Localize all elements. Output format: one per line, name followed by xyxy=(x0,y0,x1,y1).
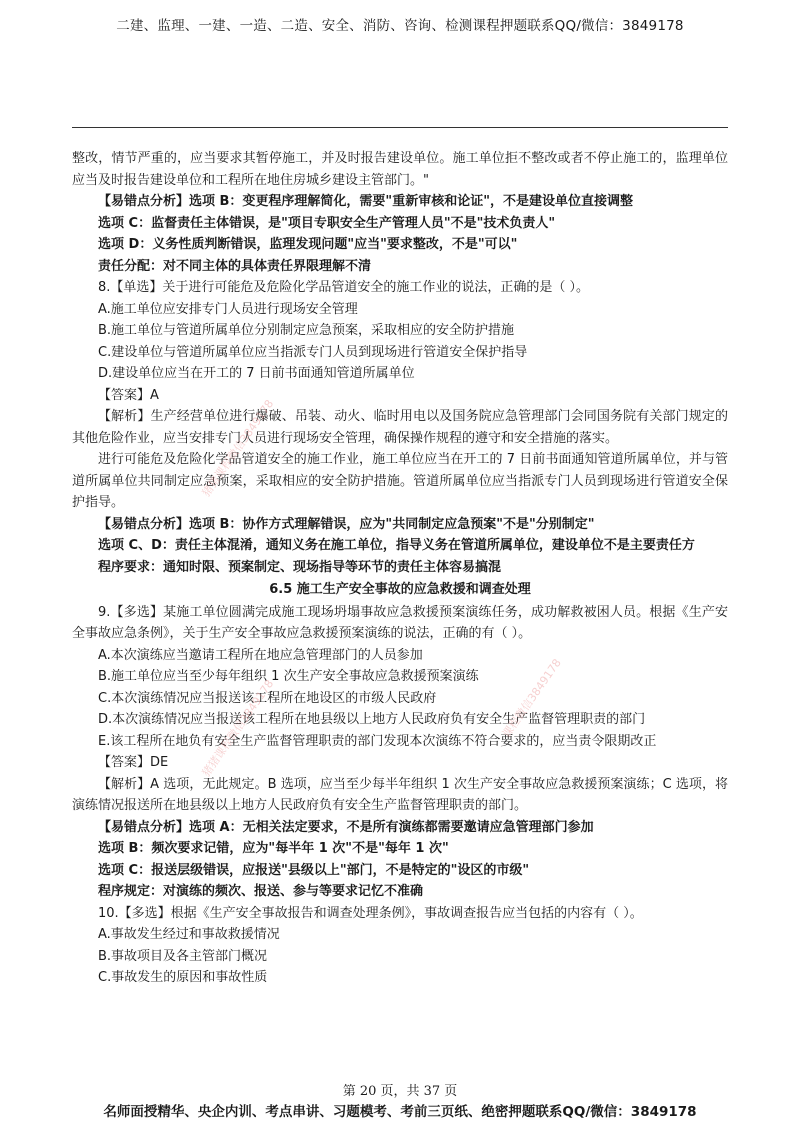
page-number: 第 20 页，共 37 页 xyxy=(342,1084,458,1099)
page-header: 二建、监理、一建、一造、二造、安全、消防、咨询、检测课程押题联系QQ/微信：3849178 xyxy=(116,18,684,34)
error-analysis-heading: 【易错点分析】选项 A：无相关法定要求，不是所有演练都需要邀请应急管理部门参加 xyxy=(98,819,594,835)
question-10-option-a: A.事故发生经过和事故救援情况 xyxy=(98,927,280,942)
watermark: 猪猪课程微信3849178 xyxy=(199,397,277,500)
procedure-note: 程序规定：对演练的频次、报送、参与等要求记忆不准确 xyxy=(98,884,424,899)
error-analysis-line: 选项 D：义务性质判断错误，监理发现问题"应当"要求整改，不是"可以" xyxy=(98,237,518,252)
question-9-answer: 【答案】DE xyxy=(98,755,169,770)
watermark: 猪猪课程微信3849178 xyxy=(199,677,277,780)
responsibility-note: 责任分配：对不同主体的具体责任界限理解不清 xyxy=(98,258,372,274)
question-8-explanation-cont: 进行可能危及危险化学品管道安全的施工作业，施工单位应当在开工的 7 日前书面通知管道所属单位，并与管道所属单位共同制定应急预案，采取相应的安全防护措施。管道所属单位应当指派专门人员到现场进行管道安全保护指导。 xyxy=(72,452,728,510)
paragraph-continuation: 整改，情节严重的，应当要求其暂停施工，并及时报告建设单位。施工单位拒不整改或者不停止施工的，监理单位应当及时报告建设单位和工程所在地住房城乡建设主管部门。" xyxy=(72,151,728,188)
error-analysis-line: 选项 C：报送层级错误，应报送"县级以上"部门，不是特定的"设区的市级" xyxy=(98,862,530,878)
question-8-option-b: B.施工单位与管道所属单位分别制定应急预案，采取相应的安全防护措施 xyxy=(98,323,515,338)
error-analysis-line: 选项 C：监督责任主体错误，是"项目专职安全生产管理人员"不是"技术负责人" xyxy=(98,215,556,231)
section-heading: 6.5 施工生产安全事故的应急救援和调查处理 xyxy=(269,582,531,597)
error-analysis-line: 选项 B：频次要求记错，应为"每半年 1 次"不是"每年 1 次" xyxy=(98,841,449,856)
error-analysis-line: 选项 C、D：责任主体混淆，通知义务在施工单位，指导义务在管道所属单位，建设单位不是主要责任方 xyxy=(98,538,695,553)
question-9-option-c: C.本次演练情况应当报送该工程所在地设区的市级人民政府 xyxy=(98,690,437,706)
page-footer: 名师面授精华、央企内训、考点串讲、习题模考、考前三页纸、绝密押题联系QQ/微信：3849178 xyxy=(103,1104,697,1120)
document-body xyxy=(72,148,728,989)
question-9-option-d: D.本次演练情况应当报送该工程所在地县级以上地方人民政府负有安全生产监督管理职责的部门 xyxy=(98,712,646,727)
procedure-note: 程序要求：通知时限、预案制定、现场指导等环节的责任主体容易搞混 xyxy=(98,559,502,575)
question-8-option-a: A.施工单位应安排专门人员进行现场安全管理 xyxy=(98,301,358,317)
question-9-explanation: 【解析】A 选项，无此规定。B 选项，应当至少每半年组织 1 次生产安全事故应急救援预案演练；C 选项，将演练情况报送所在地县级以上地方人民政府负有安全生产监督管理职责的部门。 xyxy=(72,776,728,813)
question-9-option-a: A.本次演练应当邀请工程所在地应急管理部门的人员参加 xyxy=(98,647,423,663)
error-analysis-heading: 【易错点分析】选项 B：协作方式理解错误，应为"共同制定应急预案"不是"分别制定" xyxy=(98,516,595,532)
header-divider xyxy=(72,127,728,128)
watermark: 课程微信3849178 xyxy=(499,656,564,741)
question-10-option-b: B.事故项目及各主管部门概况 xyxy=(98,948,268,964)
question-8-answer: 【答案】A xyxy=(98,387,159,403)
question-10-option-c: C.事故发生的原因和事故性质 xyxy=(98,970,268,985)
question-8: 8.【单选】关于进行可能危及危险化学品管道安全的施工作业的说法，正确的是（ ）。 xyxy=(98,280,590,295)
question-8-option-d: D.建设单位应当在开工的 7 日前书面通知管道所属单位 xyxy=(98,366,415,381)
question-8-explanation: 【解析】生产经营单位进行爆破、吊装、动火、临时用电以及国务院应急管理部门会同国务院有关部门规定的其他危险作业，应当安排专门人员进行现场安全管理，确保操作规程的遵守和安全措施的落实。 xyxy=(72,409,728,446)
question-8-option-c: C.建设单位与管道所属单位应当指派专门人员到现场进行管道安全保护指导 xyxy=(98,344,528,360)
question-9-option-e: E.该工程所在地负有安全生产监督管理职责的部门发现本次演练不符合要求的，应当责令限期改正 xyxy=(98,733,657,749)
error-analysis-heading: 【易错点分析】选项 B：变更程序理解简化，需要"重新审核和论证"，不是建设单位直接调整 xyxy=(98,194,633,209)
question-9: 9.【多选】某施工单位圆满完成施工现场坍塌事故应急救援预案演练任务，成功解救被困人员。根据《生产安全事故应急条例》，关于生产安全事故应急救援预案演练的说法，正确的有（ ）。 xyxy=(72,604,728,641)
question-9-option-b: B.施工单位应当至少每年组织 1 次生产安全事故应急救援预案演练 xyxy=(98,669,479,684)
question-10: 10.【多选】根据《生产安全事故报告和调查处理条例》，事故调查报告应当包括的内容有（ ）。 xyxy=(98,905,643,921)
